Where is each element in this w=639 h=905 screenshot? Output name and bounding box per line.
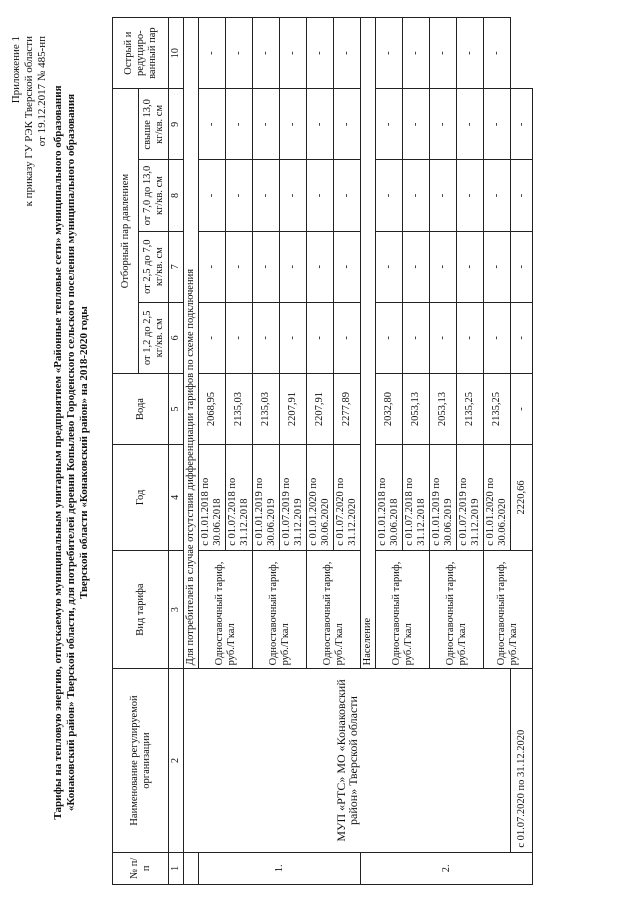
pressure-1-value: - — [457, 302, 484, 373]
pressure-3-value: - — [511, 231, 533, 302]
document-title — [52, 30, 91, 875]
pressure-2-value: - — [226, 231, 253, 302]
pressure-2-value: - — [280, 231, 307, 302]
header-pressure-3: от 7,0 до 13,0 кг/кв. см — [139, 160, 169, 231]
pressure-4-value: - — [457, 89, 484, 160]
water-value: 2135,03 — [253, 373, 280, 444]
pressure-1-value: - — [307, 302, 334, 373]
pressure-4-value: - — [199, 89, 226, 160]
sharp-steam-value: - — [253, 18, 280, 89]
column-number: 10 — [169, 18, 184, 89]
table-header — [113, 18, 184, 885]
pressure-4-value: - — [226, 89, 253, 160]
pressure-1-value: - — [484, 302, 511, 373]
pressure-4-value: - — [484, 89, 511, 160]
pressure-3-value: - — [226, 160, 253, 231]
pressure-1-value: - — [199, 302, 226, 373]
header-steam-group: Отборный пар давлением — [113, 89, 139, 374]
period: с 01.01.2020 по 30.06.2020 — [307, 445, 334, 551]
pressure-1-value: - — [253, 302, 280, 373]
header-year: Год — [113, 445, 169, 551]
section-note: Для потребителей в случае отсутствия дифференциации тарифов по схеме подключения — [184, 18, 199, 669]
section-header-row — [184, 18, 199, 885]
pressure-2-value: - — [403, 231, 430, 302]
pressure-4-value: - — [376, 89, 403, 160]
column-number: 5 — [169, 373, 184, 444]
appendix-line: к приказу ГУ РЭК Тверской области — [23, 36, 35, 207]
pressure-2-value: - — [430, 231, 457, 302]
sharp-steam-value: - — [307, 18, 334, 89]
pressure-3-value: - — [334, 160, 361, 231]
water-value: 2207,91 — [280, 373, 307, 444]
pressure-4-value: - — [307, 89, 334, 160]
sharp-steam-value: - — [376, 18, 403, 89]
pressure-3-value: - — [307, 160, 334, 231]
sharp-steam-value: - — [280, 18, 307, 89]
pressure-4-value: - — [403, 89, 430, 160]
appendix-line: Приложение 1 — [10, 36, 22, 104]
header-pressure-4: свыше 13,0 кг/кв. см — [139, 89, 169, 160]
column-number: 7 — [169, 231, 184, 302]
period: с 01.01.2019 по 30.06.2019 — [430, 445, 457, 551]
column-number: 1 — [169, 852, 184, 884]
sharp-steam-value: - — [199, 18, 226, 89]
pressure-1-value: - — [403, 302, 430, 373]
pressure-3-value: - — [376, 160, 403, 231]
section-note: Население — [361, 18, 376, 669]
period: с 01.07.2020 по 31.12.2020 — [511, 669, 533, 852]
column-number: 3 — [169, 550, 184, 669]
pressure-1-value: - — [511, 373, 533, 444]
pressure-4-value: - — [334, 89, 361, 160]
pressure-3-value: - — [484, 160, 511, 231]
pressure-2-value: - — [334, 231, 361, 302]
tariff-type: Одноставочный тариф, руб./Гкал — [376, 550, 430, 669]
water-value: 2277,89 — [334, 373, 361, 444]
pressure-4-value: - — [280, 89, 307, 160]
pressure-3-value: - — [280, 160, 307, 231]
column-number: 9 — [169, 89, 184, 160]
water-value: 2135,03 — [226, 373, 253, 444]
period: с 01.07.2019 по 31.12.2019 — [457, 445, 484, 551]
appendix-line: от 19.12.2017 № 485-нп — [36, 36, 48, 147]
organization-name: МУП «РТС» МО «Конаковский район» Тверской области — [184, 669, 511, 852]
period: с 01.07.2020 по 31.12.2020 — [334, 445, 361, 551]
period: с 01.01.2020 по 30.06.2020 — [484, 445, 511, 551]
pressure-1-value: - — [430, 302, 457, 373]
pressure-2-value: - — [253, 231, 280, 302]
column-number: 4 — [169, 445, 184, 551]
sharp-steam-value: - — [430, 18, 457, 89]
period: с 01.07.2018 по 31.12.2018 — [226, 445, 253, 551]
header-no: № п/п — [113, 852, 169, 884]
tariff-type: Одноставочный тариф, руб./Гкал — [430, 550, 484, 669]
column-number: 6 — [169, 302, 184, 373]
water-value: 2053,13 — [430, 373, 457, 444]
section-number: 2. — [361, 852, 533, 884]
pressure-3-value: - — [199, 160, 226, 231]
water-value: 2032,80 — [376, 373, 403, 444]
period: с 01.07.2019 по 31.12.2019 — [280, 445, 307, 551]
water-value: 2053,13 — [403, 373, 430, 444]
sharp-steam-value: - — [511, 89, 533, 160]
tariff-type: Одноставочный тариф, руб./Гкал — [199, 550, 253, 669]
pressure-1-value: - — [280, 302, 307, 373]
column-number-row — [169, 18, 184, 885]
table-row — [511, 18, 533, 885]
title-line: Тарифы на тепловую энергию, отпускаемую муниципальным унитарным предприятием «Районные тепловые сети» муниципального образования — [52, 85, 64, 820]
sharp-steam-value: - — [457, 18, 484, 89]
appendix-header — [10, 36, 49, 206]
pressure-2-value: - — [376, 231, 403, 302]
pressure-2-value: - — [307, 231, 334, 302]
period: с 01.01.2018 по 30.06.2018 — [199, 445, 226, 551]
section-number-blank — [184, 852, 199, 884]
title-line: «Конаковский район» Тверской области, для потребителей деревни Копылево Городенского сельского поселения муниципального образования — [65, 93, 77, 812]
pressure-3-value: - — [403, 160, 430, 231]
period: с 01.01.2018 по 30.06.2018 — [376, 445, 403, 551]
pressure-2-value: - — [484, 231, 511, 302]
pressure-3-value: - — [253, 160, 280, 231]
water-value: 2220,66 — [511, 445, 533, 551]
header-pressure-2: от 2,5 до 7,0 кг/кв. см — [139, 231, 169, 302]
pressure-1-value: - — [226, 302, 253, 373]
tariff-type: Одноставочный тариф, руб./Гкал — [484, 550, 533, 669]
water-value: 2135,25 — [484, 373, 511, 444]
header-pressure-1: от 1,2 до 2,5 кг/кв. см — [139, 302, 169, 373]
column-number: 2 — [169, 669, 184, 852]
header-sharp-steam: Острый и редуциро-ванный пар — [113, 18, 169, 89]
pressure-2-value: - — [199, 231, 226, 302]
sharp-steam-value: - — [403, 18, 430, 89]
period: с 01.07.2018 по 31.12.2018 — [403, 445, 430, 551]
header-water: Вода — [113, 373, 169, 444]
tariff-table — [112, 17, 533, 885]
header-tariff-type: Вид тарифа — [113, 550, 169, 669]
tariff-type: Одноставочный тариф, руб./Гкал — [307, 550, 361, 669]
sharp-steam-value: - — [226, 18, 253, 89]
sharp-steam-value: - — [484, 18, 511, 89]
water-value: 2068,95 — [199, 373, 226, 444]
pressure-3-value: - — [430, 160, 457, 231]
sharp-steam-value: - — [334, 18, 361, 89]
tariff-type: Одноставочный тариф, руб./Гкал — [253, 550, 307, 669]
table-body — [184, 18, 533, 885]
pressure-4-value: - — [253, 89, 280, 160]
pressure-3-value: - — [457, 160, 484, 231]
period: с 01.01.2019 по 30.06.2019 — [253, 445, 280, 551]
pressure-1-value: - — [334, 302, 361, 373]
water-value: 2135,25 — [457, 373, 484, 444]
pressure-1-value: - — [376, 302, 403, 373]
water-value: 2207,91 — [307, 373, 334, 444]
pressure-4-value: - — [511, 160, 533, 231]
pressure-2-value: - — [511, 302, 533, 373]
column-number: 8 — [169, 160, 184, 231]
pressure-2-value: - — [457, 231, 484, 302]
header-org: Наименование регулируемой организации — [113, 669, 169, 852]
section-number: 1. — [199, 852, 361, 884]
title-line: Тверской области «Конаковский район» на 2018-2020 годы — [78, 306, 90, 599]
pressure-4-value: - — [430, 89, 457, 160]
